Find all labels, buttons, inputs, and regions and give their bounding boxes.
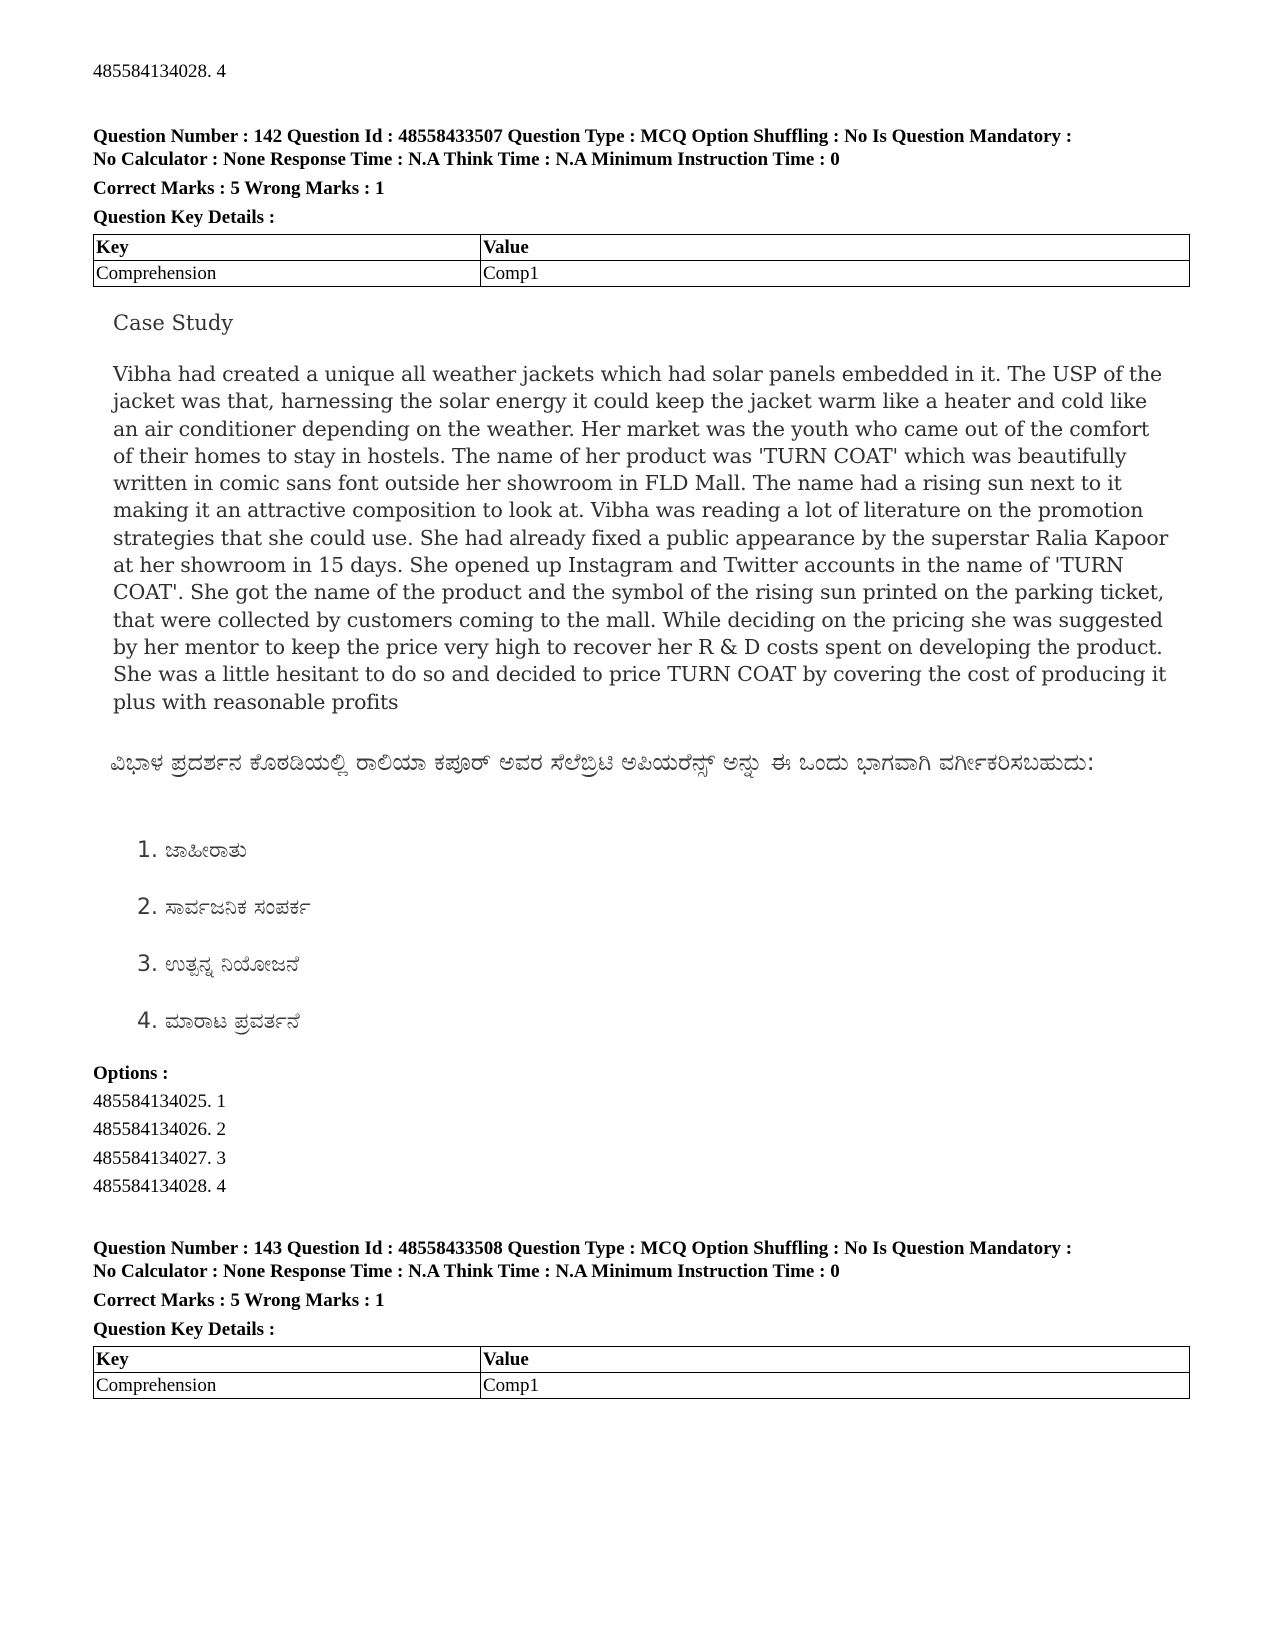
option-line: 485584134026. 2 [93, 1119, 226, 1140]
key-details-table [93, 234, 1190, 287]
options-label: Options : [93, 1063, 169, 1084]
case-study-title: Case Study [113, 311, 234, 335]
table-cell-value: Comp1 [481, 261, 1190, 287]
table-cell-key: Comprehension [94, 261, 481, 287]
table-header-key: Key [94, 235, 481, 261]
table-row [94, 261, 1190, 287]
table-header-value: Value [481, 235, 1190, 261]
key-details-label: Question Key Details : [93, 207, 276, 228]
choice-3: 3. ಉತ್ಪನ್ನ ನಿಯೋಜನೆ [137, 952, 300, 977]
table-row [94, 1373, 1190, 1399]
key-details-table [93, 1346, 1190, 1399]
option-line: 485584134027. 3 [93, 1148, 226, 1169]
option-line: 485584134028. 4 [93, 1176, 226, 1197]
table-header-row [94, 1347, 1190, 1373]
table-header-key: Key [94, 1347, 481, 1373]
choice-2: 2. ಸಾರ್ವಜನಿಕ ಸಂಪರ್ಕ [137, 895, 311, 920]
choice-1: 1. ಜಾಹೀರಾತು [137, 838, 248, 863]
question-meta-line-1: Question Number : 142 Question Id : 48558433507 Question Type : MCQ Option Shuffling : No Is Question Mandatory : [93, 126, 1073, 147]
table-cell-value: Comp1 [481, 1373, 1190, 1399]
key-details-label: Question Key Details : [93, 1319, 276, 1340]
choice-4: 4. ಮಾರಾಟ ಪ್ರವರ್ತನೆ [137, 1009, 300, 1034]
table-cell-key: Comprehension [94, 1373, 481, 1399]
table-header-row [94, 235, 1190, 261]
marks-line: Correct Marks : 5 Wrong Marks : 1 [93, 178, 385, 199]
question-text-kannada: ವಿಭಾಳ ಪ್ರದರ್ಶನ ಕೊಠಡಿಯಲ್ಲಿ ರಾಲಿಯಾ ಕಪೂರ್ ಅವರ ಸೆಲೆಬ್ರಿಟಿ ಅಪಿಯರೆನ್ಸ್ ಅನ್ನು ಈ ಒಂದು ಭಾಗವಾಗಿ ವರ್ಗೀಕರಿಸಬಹುದು: [110, 748, 1095, 776]
question-meta-line-2: No Calculator : None Response Time : N.A Think Time : N.A Minimum Instruction Time : 0 [93, 149, 840, 170]
question-meta-line-2: No Calculator : None Response Time : N.A Think Time : N.A Minimum Instruction Time : 0 [93, 1261, 840, 1282]
previous-option-line: 485584134028. 4 [93, 61, 226, 82]
table-header-value: Value [481, 1347, 1190, 1373]
option-line: 485584134025. 1 [93, 1091, 226, 1112]
question-meta-line-1: Question Number : 143 Question Id : 48558433508 Question Type : MCQ Option Shuffling : No Is Question Mandatory : [93, 1238, 1073, 1259]
marks-line: Correct Marks : 5 Wrong Marks : 1 [93, 1290, 385, 1311]
case-study-text: Vibha had created a unique all weather jackets which had solar panels embedded in it. The USP of the jacket was that, harnessing the solar energy it could keep the jacket warm like a heater and cold like an air conditioner depending on the weather. Her market was the youth who came out of the comfort of their homes to stay in hostels. The name of her product was 'TURN COAT' which was beautifully written in comic sans font outside her showroom in FLD Mall. The name had a rising sun next to it making it an attractive composition to look at. Vibha was reading a lot of literature on the promotion strategies that she could use. She had already fixed a public appearance by the superstar Ralia Kapoor at her showroom in 15 days. She opened up Instagram and Twitter accounts in the name of 'TURN COAT'. She got the name of the product and the symbol of the rising sun printed on the parking ticket, that were collected by customers coming to the mall. While deciding on the pricing she was suggested by her mentor to keep the price very high to recover her R & D costs spent on developing the product. She was a little hesitant to do so and decided to price TURN COAT by covering the cost of producing it plus with reasonable profits [113, 362, 1169, 714]
